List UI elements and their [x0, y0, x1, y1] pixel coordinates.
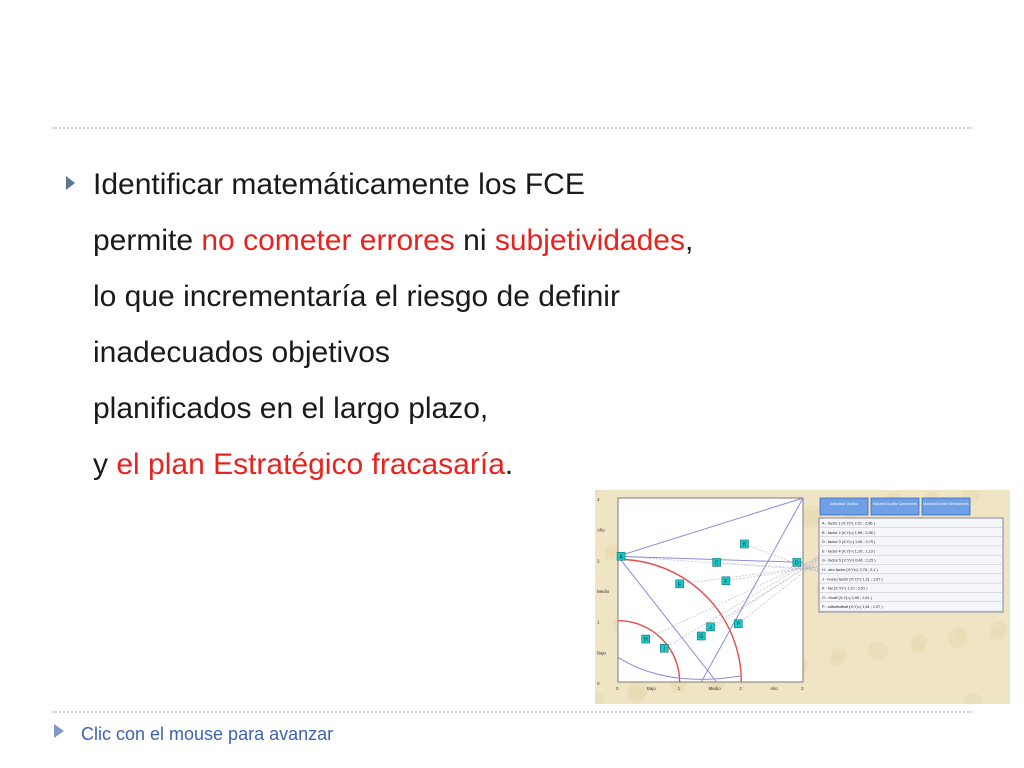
table-row: A - factor 1 (X;Y)=( 2,01 ; 2,86 ) — [822, 521, 875, 526]
texture-speck — [991, 621, 1007, 637]
x-tick-label: Alto — [770, 686, 778, 691]
x-tick-label: 1 — [677, 686, 681, 691]
text-segment: permite — [93, 224, 202, 257]
texture-speck — [628, 680, 648, 700]
y-tick-label: Bajo — [597, 650, 607, 656]
table-row: P - sdfsdfsdfsdf (X;Y)=( 1,81 ; 1,97 ) — [822, 605, 883, 610]
factor-point-label: F — [724, 578, 728, 585]
factors-chart-figure — [595, 490, 1010, 704]
chart-button-body — [922, 498, 970, 515]
table-row: E - factor 4 (X;Y)=( 1,20 ; 1,13 ) — [822, 549, 876, 554]
text-line — [93, 157, 953, 213]
chart-button-body — [871, 498, 919, 515]
chart-button-body — [820, 498, 868, 515]
table-row: B - factor 2 (X;Y)=( 1,98 ; 2,98 ) — [822, 530, 876, 535]
table-row: K - fac (X;Y)=( 1,10 ; 0,51 ) — [822, 586, 868, 591]
advance-arrow-icon[interactable] — [54, 724, 64, 738]
text-line — [93, 381, 953, 437]
table-row: G - factor 5 (X;Y)=( 0,46 ; 2,25 ) — [822, 558, 876, 563]
texture-speck — [911, 634, 927, 650]
chart-button[interactable] — [820, 498, 868, 515]
text-line — [93, 437, 953, 493]
chart-button-label: Mostrar/Ocultar Simuladores — [923, 502, 969, 506]
y-tick-label: 2 — [597, 558, 600, 564]
factor-point-label: J — [709, 624, 712, 631]
text-segment: . — [504, 448, 514, 481]
slide-body-text — [93, 157, 953, 493]
x-tick-label: Bajo — [646, 686, 656, 691]
factor-point-label: A — [619, 554, 623, 561]
x-tick-label: 3 — [801, 686, 804, 691]
texture-speck — [954, 627, 966, 639]
bottom-divider — [52, 711, 972, 713]
table-row: D - factor 3 (X;Y)=( 1,06 ; 0,79 ) — [822, 540, 876, 545]
table-row: O - d'naff (X;Y)=( 0,55 ; 1,61 ) — [822, 595, 872, 600]
top-divider — [52, 127, 972, 129]
x-tick-label: Medio — [708, 686, 721, 691]
highlighted-phrase: subjetividades — [494, 224, 685, 257]
y-tick-label: Alto — [597, 527, 605, 533]
y-tick-label: 1 — [597, 619, 600, 625]
text-segment: Identificar matemáticamente los FCE — [93, 168, 585, 201]
highlighted-phrase: no cometer errores — [201, 224, 455, 257]
highlighted-phrase: el plan Estratégico fracasaría — [116, 448, 505, 481]
factor-point-label: I — [663, 646, 665, 653]
factor-point-label: H — [643, 637, 648, 644]
text-segment: ni — [454, 224, 495, 257]
plot-area — [618, 498, 803, 682]
y-tick-label: Medio — [597, 589, 610, 594]
bullet-arrow-icon — [66, 176, 75, 190]
text-segment: y — [93, 448, 117, 481]
text-line — [93, 325, 953, 381]
text-line — [93, 269, 953, 325]
text-segment: lo que incrementaría el riesgo de definir — [93, 280, 620, 313]
chart-button[interactable] — [871, 498, 919, 515]
factor-point-label: G — [699, 634, 704, 640]
factor-point-label: C — [714, 560, 719, 567]
factor-point-label: P — [736, 621, 740, 628]
text-segment: planificados en el largo plazo, — [93, 392, 489, 425]
advance-hint[interactable]: Clic con el mouse para avanzar — [81, 724, 334, 744]
texture-speck — [831, 647, 847, 663]
chart-button[interactable] — [922, 498, 970, 515]
text-segment: inadecuados objetivos — [93, 336, 390, 369]
factor-point-label: D — [795, 560, 799, 567]
x-tick-label: 2 — [739, 686, 742, 691]
factor-point-label: B — [742, 542, 747, 548]
chart-button-label: Actualizar Gráfico — [829, 502, 859, 506]
chart-button-label: Mostrar/Ocultar Conectores — [872, 502, 918, 506]
text-segment: , — [684, 224, 694, 257]
y-tick-label: 3 — [597, 497, 600, 502]
texture-speck — [868, 641, 888, 661]
text-line — [93, 213, 953, 269]
factor-point-label: E — [677, 581, 682, 588]
x-tick-label: 0 — [616, 686, 619, 691]
y-tick-label: 0 — [597, 681, 600, 686]
table-row: J - nuevo factor (X;Y)=( 1,21 ; 1,67 ) — [822, 577, 883, 582]
table-row: H - otro factor (X;Y)=( 2,78 ; 2,1 ) — [822, 568, 878, 572]
